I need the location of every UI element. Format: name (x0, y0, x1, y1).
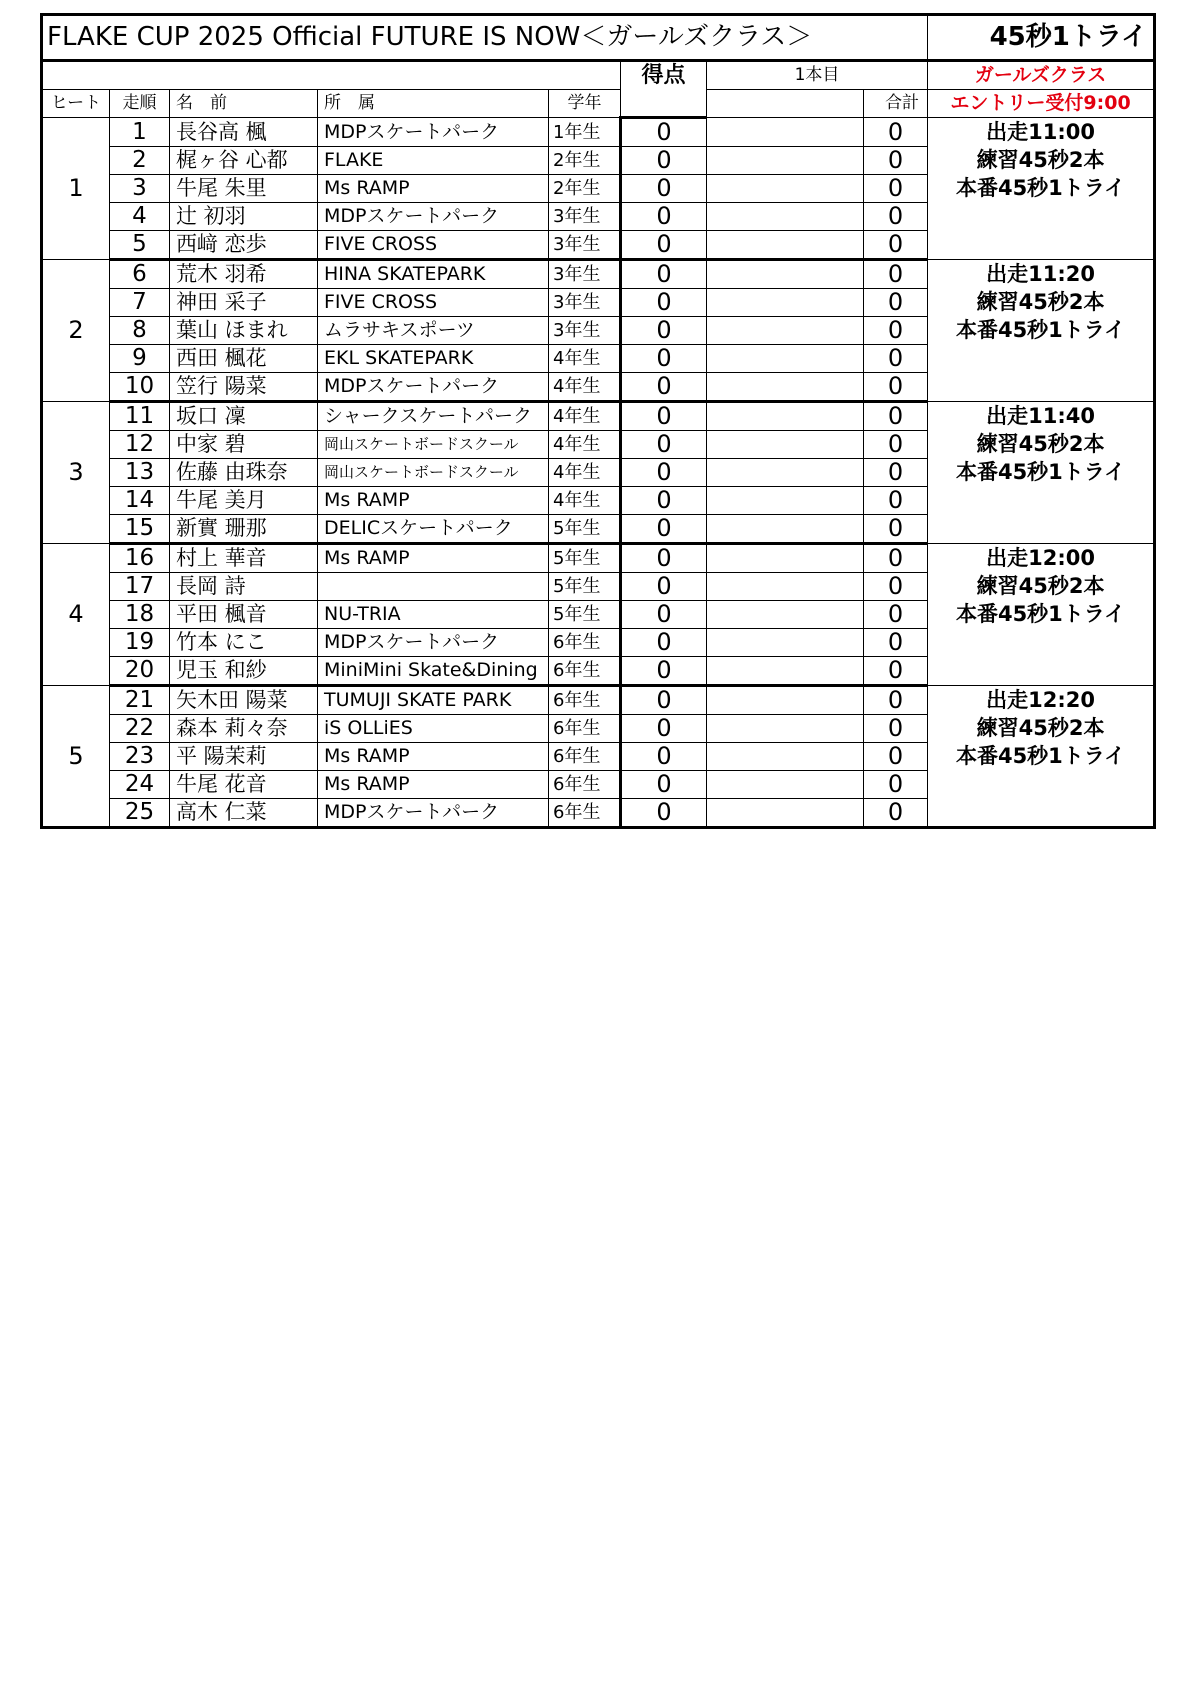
rider-grade: 5年生 (549, 515, 621, 544)
run1-score (707, 175, 864, 203)
total-score: 0 (864, 657, 928, 686)
rider-grade: 4年生 (549, 373, 621, 402)
heat-number: 3 (42, 402, 110, 544)
schedule-line: 練習45秒2本 (976, 432, 1105, 456)
run1-score (707, 601, 864, 629)
rider-grade: 6年生 (549, 657, 621, 686)
run-order: 4 (110, 203, 170, 231)
schedule-line: 本番45秒1トライ (955, 460, 1126, 484)
rider-score: 0 (621, 147, 707, 175)
rider-grade: 1年生 (549, 118, 621, 147)
schedule-line: 練習45秒2本 (976, 716, 1105, 740)
rider-grade: 5年生 (549, 573, 621, 601)
rider-score: 0 (621, 715, 707, 743)
run-order: 11 (110, 402, 170, 431)
rider-club: FIVE CROSS (318, 231, 549, 260)
rider-club: Ms RAMP (318, 544, 549, 573)
heat-number: 4 (42, 544, 110, 686)
heat-number: 1 (42, 118, 110, 260)
table-row (42, 260, 1155, 289)
rider-name: 牛尾 美月 (170, 487, 318, 515)
run1-score (707, 431, 864, 459)
rider-grade: 4年生 (549, 487, 621, 515)
rider-score: 0 (621, 203, 707, 231)
heat-schedule-note (928, 544, 1155, 686)
rider-name: 森本 莉々奈 (170, 715, 318, 743)
rider-name: 坂口 凜 (170, 402, 318, 431)
rider-club (318, 573, 549, 601)
column-header-heat: ヒート (42, 90, 110, 118)
rider-grade: 6年生 (549, 686, 621, 715)
rider-name: 竹本 にこ (170, 629, 318, 657)
rider-name: 村上 華音 (170, 544, 318, 573)
rider-score: 0 (621, 657, 707, 686)
total-score: 0 (864, 515, 928, 544)
rider-club: FIVE CROSS (318, 289, 549, 317)
run1-score (707, 231, 864, 260)
rider-grade: 3年生 (549, 289, 621, 317)
run-order: 10 (110, 373, 170, 402)
rider-score: 0 (621, 317, 707, 345)
rider-club: EKL SKATEPARK (318, 345, 549, 373)
schedule-line: 本番45秒1トライ (955, 176, 1126, 200)
schedule-line: 本番45秒1トライ (955, 602, 1126, 626)
run1-score (707, 118, 864, 147)
rider-score: 0 (621, 601, 707, 629)
run-order: 21 (110, 686, 170, 715)
rider-score: 0 (621, 573, 707, 601)
run1-score (707, 515, 864, 544)
column-header-total: 合計 (864, 90, 928, 118)
schedule-line: 出走11:20 (986, 262, 1095, 286)
run-order: 5 (110, 231, 170, 260)
run-order: 8 (110, 317, 170, 345)
total-score: 0 (864, 203, 928, 231)
run1-score (707, 487, 864, 515)
rider-score: 0 (621, 487, 707, 515)
total-score: 0 (864, 373, 928, 402)
schedule-line: 出走11:40 (986, 404, 1095, 428)
rider-grade: 2年生 (549, 147, 621, 175)
format-label: 45秒1トライ (928, 15, 1155, 61)
run-order: 1 (110, 118, 170, 147)
rider-name: 葉山 ほまれ (170, 317, 318, 345)
rider-score: 0 (621, 799, 707, 828)
rider-name: 佐藤 由珠奈 (170, 459, 318, 487)
schedule-line: 練習45秒2本 (976, 148, 1105, 172)
rider-grade: 2年生 (549, 175, 621, 203)
total-score: 0 (864, 601, 928, 629)
rider-score: 0 (621, 345, 707, 373)
run1-score (707, 715, 864, 743)
rider-club: FLAKE (318, 147, 549, 175)
total-score: 0 (864, 345, 928, 373)
rider-name: 西﨑 恋歩 (170, 231, 318, 260)
rider-grade: 6年生 (549, 715, 621, 743)
rider-club: シャークスケートパーク (318, 402, 549, 431)
rider-club: MDPスケートパーク (318, 118, 549, 147)
rider-club: MDPスケートパーク (318, 799, 549, 828)
heat-schedule-note (928, 260, 1155, 402)
rider-club: DELICスケートパーク (318, 515, 549, 544)
rider-score: 0 (621, 231, 707, 260)
total-score: 0 (864, 771, 928, 799)
rider-name: 平 陽茉莉 (170, 743, 318, 771)
rider-club: 岡山スケートボードスクール (318, 431, 549, 459)
header-row-bottom (42, 90, 1155, 118)
rider-score: 0 (621, 515, 707, 544)
total-score: 0 (864, 686, 928, 715)
rider-name: 長谷高 楓 (170, 118, 318, 147)
rider-grade: 4年生 (549, 431, 621, 459)
run1-score (707, 317, 864, 345)
total-score: 0 (864, 260, 928, 289)
rider-name: 高木 仁菜 (170, 799, 318, 828)
rider-club: MiniMini Skate&Dining (318, 657, 549, 686)
total-score: 0 (864, 289, 928, 317)
rider-name: 平田 楓音 (170, 601, 318, 629)
rider-score: 0 (621, 629, 707, 657)
rider-score: 0 (621, 289, 707, 317)
rider-club: Ms RAMP (318, 175, 549, 203)
run1-score (707, 373, 864, 402)
total-score: 0 (864, 799, 928, 828)
rider-name: 神田 采子 (170, 289, 318, 317)
total-score: 0 (864, 402, 928, 431)
rider-club: Ms RAMP (318, 487, 549, 515)
total-score: 0 (864, 175, 928, 203)
rider-club: 岡山スケートボードスクール (318, 459, 549, 487)
rider-name: 児玉 和紗 (170, 657, 318, 686)
run-order: 3 (110, 175, 170, 203)
run1-score (707, 544, 864, 573)
heat-number: 2 (42, 260, 110, 402)
rider-club: MDPスケートパーク (318, 373, 549, 402)
heat-number: 5 (42, 686, 110, 828)
total-score: 0 (864, 743, 928, 771)
run-order: 24 (110, 771, 170, 799)
rider-name: 中家 碧 (170, 431, 318, 459)
column-header-grade: 学年 (549, 90, 621, 118)
run-order: 22 (110, 715, 170, 743)
rider-grade: 6年生 (549, 743, 621, 771)
title-row (42, 15, 1155, 61)
header-row-top (42, 61, 1155, 90)
run-order: 17 (110, 573, 170, 601)
rider-score: 0 (621, 544, 707, 573)
column-header-score: 得点 (621, 61, 707, 118)
rider-club: TUMUJI SKATE PARK (318, 686, 549, 715)
page-title: FLAKE CUP 2025 Official FUTURE IS NOW＜ガールズクラス＞ (42, 15, 928, 61)
run-order: 23 (110, 743, 170, 771)
run1-score (707, 147, 864, 175)
column-header-order: 走順 (110, 90, 170, 118)
rider-club: MDPスケートパーク (318, 629, 549, 657)
rider-name: 牛尾 朱里 (170, 175, 318, 203)
rider-grade: 3年生 (549, 231, 621, 260)
rider-grade: 6年生 (549, 629, 621, 657)
rider-name: 荒木 羽希 (170, 260, 318, 289)
total-score: 0 (864, 231, 928, 260)
heat-schedule-note (928, 402, 1155, 544)
rider-score: 0 (621, 175, 707, 203)
run-order: 9 (110, 345, 170, 373)
run1-score (707, 573, 864, 601)
rider-score: 0 (621, 260, 707, 289)
table-row (42, 544, 1155, 573)
run-order: 7 (110, 289, 170, 317)
run1-score (707, 345, 864, 373)
rider-name: 梶ヶ谷 心都 (170, 147, 318, 175)
total-score: 0 (864, 317, 928, 345)
run1-score (707, 289, 864, 317)
column-header-run1: 1本目 (707, 61, 928, 90)
total-score: 0 (864, 118, 928, 147)
rider-name: 牛尾 花音 (170, 771, 318, 799)
rider-score: 0 (621, 459, 707, 487)
rider-grade: 4年生 (549, 345, 621, 373)
table-row (42, 402, 1155, 431)
results-table (40, 13, 1156, 829)
table-row (42, 686, 1155, 715)
rider-club: NU-TRIA (318, 601, 549, 629)
column-header-name: 名 前 (170, 90, 318, 118)
run-order: 14 (110, 487, 170, 515)
rider-score: 0 (621, 118, 707, 147)
heat-schedule-note (928, 118, 1155, 260)
rider-grade: 4年生 (549, 459, 621, 487)
run-order: 18 (110, 601, 170, 629)
schedule-line: 出走12:00 (986, 546, 1095, 570)
schedule-line: 出走11:00 (986, 120, 1095, 144)
rider-club: HINA SKATEPARK (318, 260, 549, 289)
rider-grade: 3年生 (549, 260, 621, 289)
run1-score (707, 657, 864, 686)
rider-club: iS OLLiES (318, 715, 549, 743)
total-score: 0 (864, 431, 928, 459)
rider-score: 0 (621, 771, 707, 799)
rider-club: Ms RAMP (318, 743, 549, 771)
schedule-line: 本番45秒1トライ (955, 744, 1126, 768)
total-score: 0 (864, 715, 928, 743)
total-score: 0 (864, 487, 928, 515)
schedule-line: 練習45秒2本 (976, 290, 1105, 314)
rider-score: 0 (621, 373, 707, 402)
run-order: 2 (110, 147, 170, 175)
rider-grade: 4年生 (549, 402, 621, 431)
run1-score (707, 799, 864, 828)
heat-schedule-note (928, 686, 1155, 828)
rider-club: MDPスケートパーク (318, 203, 549, 231)
total-score: 0 (864, 147, 928, 175)
class-label: ガールズクラス (928, 61, 1155, 90)
run-order: 12 (110, 431, 170, 459)
run1-score (707, 771, 864, 799)
schedule-line: 練習45秒2本 (976, 574, 1105, 598)
run1-score (707, 260, 864, 289)
column-header-club: 所 属 (318, 90, 549, 118)
run-order: 25 (110, 799, 170, 828)
run-order: 6 (110, 260, 170, 289)
rider-score: 0 (621, 743, 707, 771)
total-score: 0 (864, 573, 928, 601)
run1-score (707, 686, 864, 715)
schedule-line: 出走12:20 (986, 688, 1095, 712)
run1-score (707, 629, 864, 657)
total-score: 0 (864, 459, 928, 487)
entry-label: エントリー受付9:00 (928, 90, 1155, 118)
rider-grade: 3年生 (549, 317, 621, 345)
run1-score (707, 203, 864, 231)
rider-name: 笠行 陽菜 (170, 373, 318, 402)
rider-grade: 3年生 (549, 203, 621, 231)
rider-club: ムラサキスポーツ (318, 317, 549, 345)
rider-name: 新實 珊那 (170, 515, 318, 544)
rider-score: 0 (621, 686, 707, 715)
rider-grade: 6年生 (549, 771, 621, 799)
rider-grade: 5年生 (549, 544, 621, 573)
total-score: 0 (864, 544, 928, 573)
schedule-line: 本番45秒1トライ (955, 318, 1126, 342)
rider-grade: 5年生 (549, 601, 621, 629)
rider-name: 西田 楓花 (170, 345, 318, 373)
run1-score (707, 459, 864, 487)
rider-name: 矢木田 陽菜 (170, 686, 318, 715)
run1-score (707, 402, 864, 431)
rider-name: 長岡 詩 (170, 573, 318, 601)
run-order: 19 (110, 629, 170, 657)
total-score: 0 (864, 629, 928, 657)
table-row (42, 118, 1155, 147)
run-order: 13 (110, 459, 170, 487)
run1-score (707, 743, 864, 771)
run-order: 20 (110, 657, 170, 686)
rider-name: 辻 初羽 (170, 203, 318, 231)
rider-grade: 6年生 (549, 799, 621, 828)
rider-score: 0 (621, 431, 707, 459)
run-order: 15 (110, 515, 170, 544)
rider-score: 0 (621, 402, 707, 431)
run-order: 16 (110, 544, 170, 573)
rider-club: Ms RAMP (318, 771, 549, 799)
